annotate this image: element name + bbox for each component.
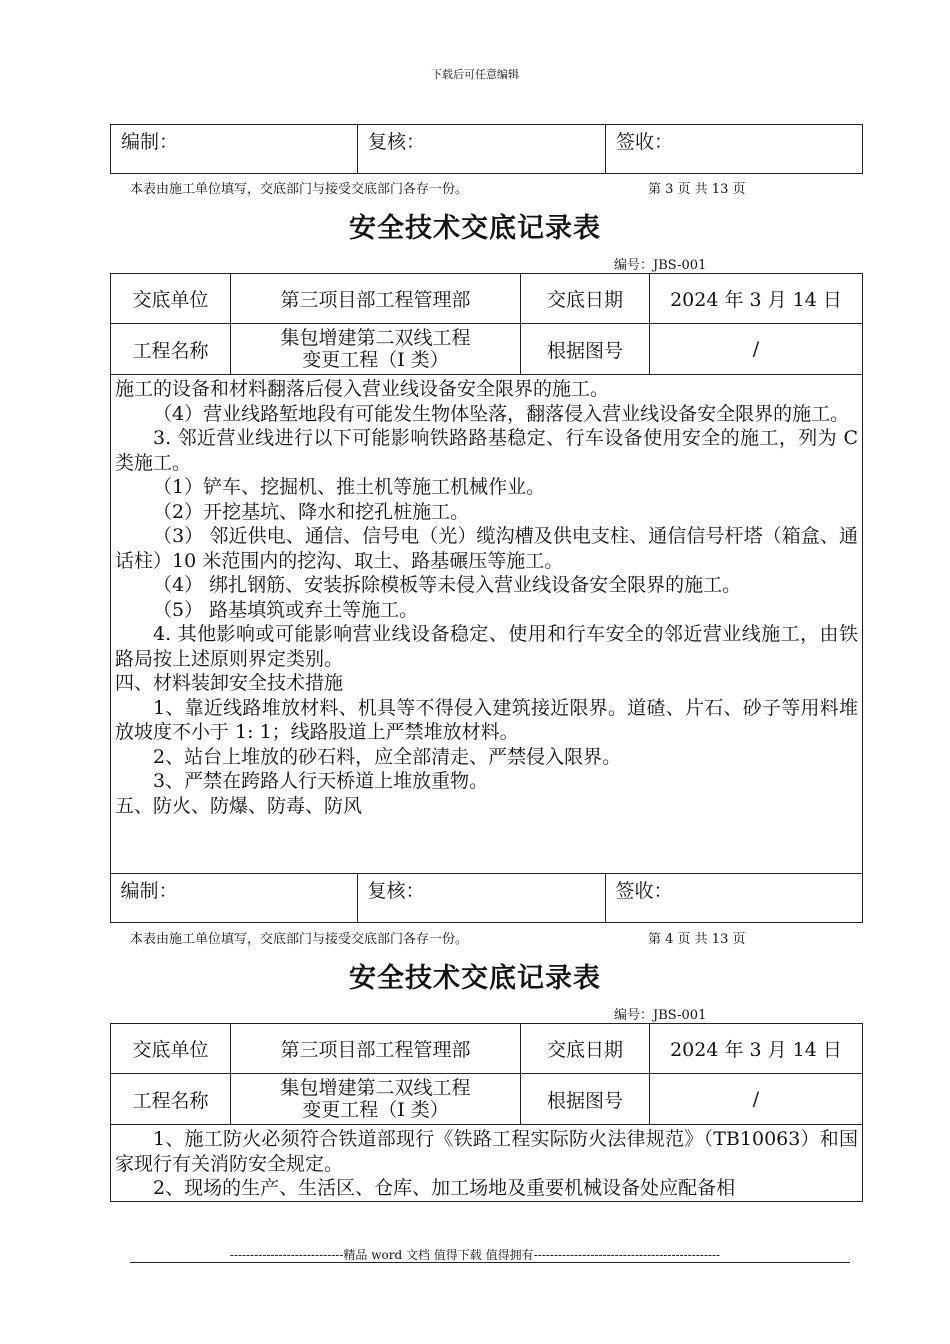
receiver-cell [606,125,863,174]
paragraph: 4. 其他影响或可能影响营业线设备稳定、使用和行车安全的邻近营业线施工，由铁路局按上述原则界定类别。 [115,623,858,670]
paragraph: （5） 路基填筑或弃土等施工。 [153,598,419,621]
paragraph: 3. 邻近营业线进行以下可能影响铁路路基稳定、行车设备使用安全的施工，列为 C 类施工。 [115,427,858,474]
project-label: 工程名称 [111,324,231,375]
project-value [231,324,521,375]
paragraph: （2）开挖基坑、降水和挖孔桩施工。 [153,500,470,523]
reviewer-cell [358,125,606,174]
content-cell-1 [111,375,863,874]
footer-note-page4: 本表由施工单位填写，交底部门与接受交底部门各存一份。 [130,932,469,947]
unit-label: 交底单位 [111,1024,231,1074]
date-value: 2024 年 3 月 14 日 [650,1024,863,1074]
receiver-label: 签收： [615,880,673,902]
paragraph: （1）铲车、挖掘机、推土机等施工机械作业。 [153,476,546,498]
doc-number-2: 编号：JBS-001 [614,1008,707,1023]
unit-value: 第三项目部工程管理部 [231,274,521,324]
signature-table-page4 [110,873,863,923]
editor-label: 编制： [120,880,178,902]
paragraph: 3、严禁在跨路人行天桥道上堆放重物。 [153,770,489,792]
project-line2: 变更工程（I 类） [302,349,449,371]
date-label: 交底日期 [521,274,650,324]
paragraph: 2、站台上堆放的砂石料，应全部清走、严禁侵入限界。 [153,745,622,768]
editor-label: 编制： [121,131,179,153]
signature-row-1 [111,874,863,924]
project-line1: 集包增建第二双线工程 [280,1077,471,1099]
reviewer-label: 复核： [368,131,426,153]
reviewer-label: 复核： [367,880,425,902]
project-value [231,1074,521,1125]
editor-cell [110,874,357,923]
footer-note-page3: 本表由施工单位填写，交底部门与接受交底部门各存一份。 [130,182,469,197]
page-number-3: 第 3 页 共 13 页 [648,182,746,197]
drawing-value: / [650,1074,863,1125]
paragraph: 1、施工防火必须符合铁道部现行《铁路工程实际防火法律规范》（TB10063）和国家现行有关消防安全规定。 [115,1128,858,1175]
paragraph: （3） 邻近供电、通信、信号电（光）缆沟槽及供电支柱、通信信号杆塔（箱盒、通话柱）10 米范围内的挖沟、取土、路基碾压等施工。 [115,525,858,572]
editor-cell [111,125,358,174]
doc-number-1: 编号：JBS-001 [614,258,707,273]
header-note: 下载后可任意编辑 [431,68,519,81]
bottom-note: ----------------------------精品 word 文档 值得下载 值得拥有---------------------------------------------- [229,1248,721,1262]
paragraph: 1、靠近线路堆放材料、机具等不得侵入建筑接近限界。道碴、片石、砂子等用料堆放坡度不小于 1: 1；线路股道上严禁堆放材料。 [115,696,858,743]
page-number-4: 第 4 页 共 13 页 [648,932,746,947]
record-table-2 [110,1023,863,1202]
project-line1: 集包增建第二双线工程 [280,327,471,349]
paragraph: 施工的设备和材料翻落后侵入营业线设备安全限界的施工。 [115,378,610,400]
section-heading: 五、防火、防爆、防毒、防风 [115,794,363,817]
drawing-value: / [650,324,863,375]
receiver-cell [605,874,862,923]
form-title-1: 安全技术交底记录表 [349,213,601,244]
record-table-1 [110,273,863,923]
drawing-label: 根据图号 [521,324,650,375]
paragraph: （4）营业线路堑地段有可能发生物体坠落，翻落侵入营业线设备安全限界的施工。 [153,402,850,425]
project-label: 工程名称 [111,1074,231,1125]
form-title-2: 安全技术交底记录表 [349,963,601,994]
date-label: 交底日期 [521,1024,650,1074]
receiver-label: 签收： [616,131,674,153]
unit-value: 第三项目部工程管理部 [231,1024,521,1074]
content-cell-2 [111,1125,863,1202]
unit-label: 交底单位 [111,274,231,324]
date-value: 2024 年 3 月 14 日 [650,274,863,324]
reviewer-cell [357,874,605,923]
bottom-divider [130,1262,850,1263]
section-heading: 四、材料装卸安全技术措施 [115,672,344,694]
project-line2: 变更工程（I 类） [302,1099,449,1121]
paragraph: （4） 绑扎钢筋、安装拆除模板等未侵入营业线设备安全限界的施工。 [153,574,742,596]
signature-table-page3 [110,124,863,174]
paragraph: 2、现场的生产、生活区、仓库、加工场地及重要机械设备处应配备相 [153,1177,736,1199]
drawing-label: 根据图号 [521,1074,650,1125]
